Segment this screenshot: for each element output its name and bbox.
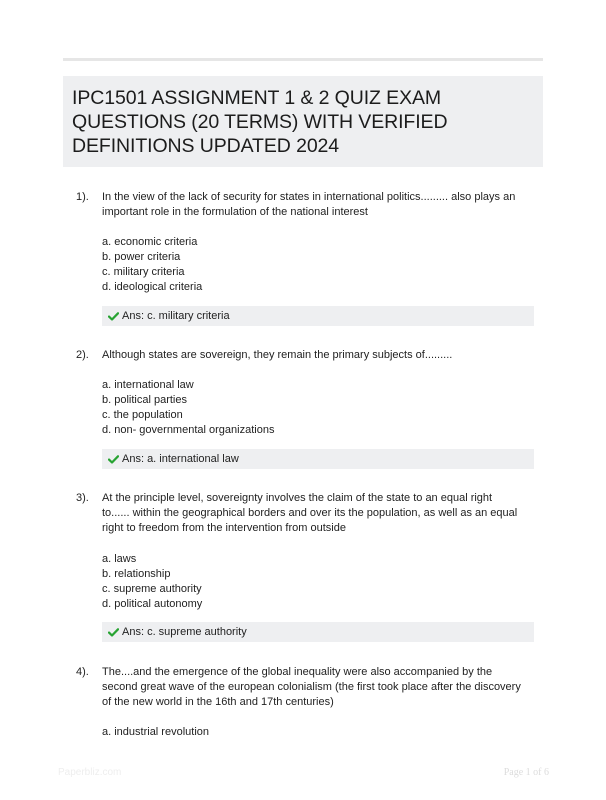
answer-text: Ans: c. supreme authority [122,626,247,638]
page-number: Page 1 of 6 [503,767,549,778]
option-d: d. political autonomy [102,598,203,610]
footer-watermark: Paperbliz.com [58,767,122,778]
question-number: 4). [76,666,89,678]
question-number: 1). [76,191,89,203]
option-d: d. ideological criteria [102,281,203,293]
option-a: a. laws [102,553,137,565]
question-text: Although states are sovereign, they remain the primary subjects of......... [102,349,453,361]
question-text: In the view of the lack of security for states in international politics......... also plays an important role in the formulation of the national interest [102,191,516,218]
question-text: At the principle level, sovereignty involves the claim of the state to an equal right to...... within the geographical borders and over its the population, as well as an equal right to freedom from the intervention from outside [102,492,518,534]
answer-box [102,306,534,326]
document-title: IPC1501 ASSIGNMENT 1 & 2 QUIZ EXAM QUESTIONS (20 TERMS) WITH VERIFIED DEFINITIONS UPDATED 2024 [72,87,448,157]
answer-box [102,622,534,642]
answer-box [102,449,534,469]
option-a: a. industrial revolution [102,726,210,738]
option-b: b. power criteria [102,251,181,263]
options-list [102,235,202,295]
check-icon [108,312,119,321]
option-a: a. economic criteria [102,236,198,248]
answer-text: Ans: a. international law [122,453,239,465]
options-list [102,378,274,438]
option-b: b. political parties [102,394,187,406]
option-c: c. military criteria [102,266,185,278]
option-a: a. international law [102,379,194,391]
check-icon [108,455,119,464]
question-number: 3). [76,492,89,504]
option-b: b. relationship [102,568,171,580]
options-list [102,725,209,740]
title-banner [63,76,543,167]
top-divider [63,58,543,61]
option-d: d. non- governmental organizations [102,424,275,436]
answer-text: Ans: c. military criteria [122,310,230,322]
option-c: c. supreme authority [102,583,202,595]
question-number: 2). [76,349,89,361]
options-list [102,552,202,612]
option-c: c. the population [102,409,183,421]
check-icon [108,628,119,637]
question-text: The....and the emergence of the global inequality were also accompanied by the second great wave of the european colonialism (the first took place after the discovery of the new world in the 16th and 17th centuries) [102,666,521,708]
